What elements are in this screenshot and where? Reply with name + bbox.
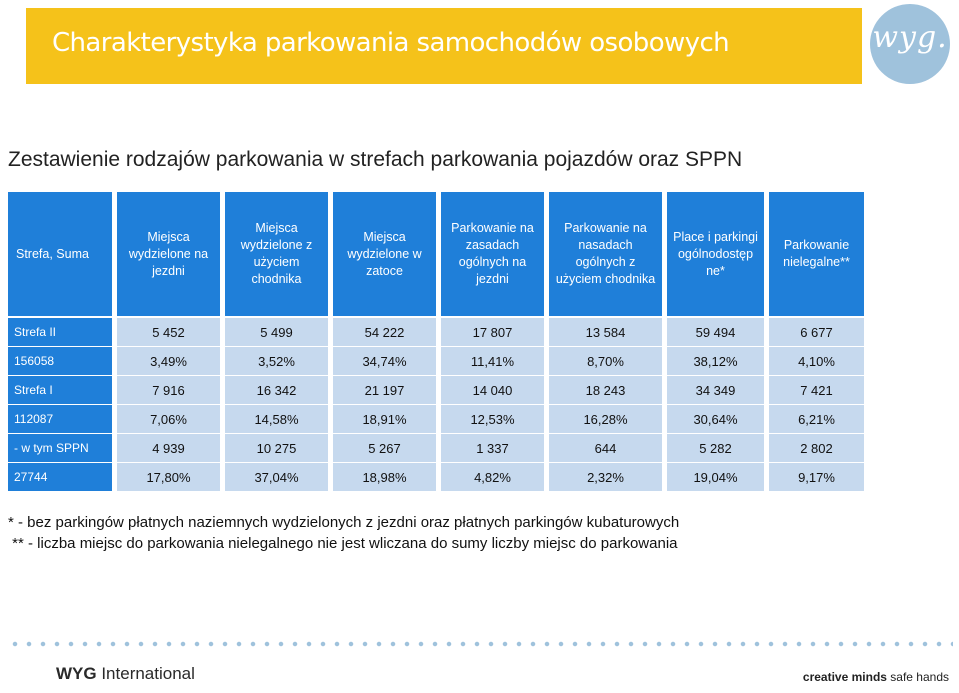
table-cell: 2,32% [549,463,662,491]
header-cell: Parkowanie na zasadach ogólnych na jezdni [441,192,544,316]
table-cell: 13 584 [549,318,662,346]
footnotes [8,512,679,554]
table-row [8,434,864,462]
table-cell: 5 267 [333,434,436,462]
row-label: 27744 [8,463,112,491]
table-cell: 19,04% [667,463,764,491]
table-cell: 11,41% [441,347,544,375]
header-cell: Strefa, Suma [8,192,112,316]
row-label: 112087 [8,405,112,433]
table-cell: 5 282 [667,434,764,462]
footer-company-bold: WYG [56,664,97,683]
table-cell: 9,17% [769,463,864,491]
table-cell: 16 342 [225,376,328,404]
table-cell: 18,91% [333,405,436,433]
table-header-row [8,192,864,316]
title-bar [26,8,862,84]
table-cell: 7,06% [117,405,220,433]
header-cell: Miejsca wydzielone na jezdni [117,192,220,316]
table-cell: 37,04% [225,463,328,491]
slide-title: Charakterystyka parkowania samochodów osobowych [52,28,730,58]
table-row [8,318,864,346]
table-row [8,463,864,491]
table-cell: 5 499 [225,318,328,346]
table-cell: 644 [549,434,662,462]
table-cell: 34 349 [667,376,764,404]
table-cell: 3,49% [117,347,220,375]
table-cell: 14,58% [225,405,328,433]
row-label: - w tym SPPN [8,434,112,462]
row-label: 156058 [8,347,112,375]
header-cell: Parkowanie nielegalne** [769,192,864,316]
header-cell: Miejsca wydzielone z użyciem chodnika [225,192,328,316]
footer-tagline [803,670,949,684]
table-cell: 59 494 [667,318,764,346]
table-cell: 10 275 [225,434,328,462]
table-row [8,376,864,404]
table-subtitle: Zestawienie rodzajów parkowania w strefach parkowania pojazdów oraz SPPN [8,148,743,171]
table-cell: 7 421 [769,376,864,404]
table-cell: 8,70% [549,347,662,375]
table-cell: 17,80% [117,463,220,491]
row-label: Strefa II [8,318,112,346]
footer-company [56,664,195,684]
table-cell: 7 916 [117,376,220,404]
table-cell: 18 243 [549,376,662,404]
table-cell: 38,12% [667,347,764,375]
footer-company-rest: International [96,664,195,683]
table-cell: 17 807 [441,318,544,346]
table-cell: 4,82% [441,463,544,491]
table-cell: 1 337 [441,434,544,462]
footnote-2: ** - liczba miejsc do parkowania nielegalnego nie jest wliczana do sumy liczby miejsc do parkowania [8,535,678,552]
table-cell: 4,10% [769,347,864,375]
table-row [8,405,864,433]
table-cell: 6 677 [769,318,864,346]
footer-tagline-rest: safe hands [886,670,949,684]
table-cell: 18,98% [333,463,436,491]
table-cell: 14 040 [441,376,544,404]
table-cell: 5 452 [117,318,220,346]
header-cell: Parkowanie na nasadach ogólnych z użyciem chodnika [549,192,662,316]
dotted-divider [8,641,953,647]
wyg-logo [870,4,950,84]
table-cell: 34,74% [333,347,436,375]
footnote-1: * - bez parkingów płatnych naziemnych wydzielonych z jezdni oraz płatnych parkingów kubaturowych [8,514,680,531]
header-cell: Place i parkingi ogólnodostęp ne* [667,192,764,316]
table-cell: 16,28% [549,405,662,433]
table-cell: 2 802 [769,434,864,462]
table-cell: 30,64% [667,405,764,433]
footer-tagline-bold: creative minds [802,670,887,684]
table-row [8,347,864,375]
table-cell: 3,52% [225,347,328,375]
table-cell: 12,53% [441,405,544,433]
header-cell: Miejsca wydzielone w zatoce [333,192,436,316]
table-cell: 21 197 [333,376,436,404]
row-label: Strefa I [8,376,112,404]
table-cell: 54 222 [333,318,436,346]
table-cell: 6,21% [769,405,864,433]
table-cell: 4 939 [117,434,220,462]
logo-text: wyg. [872,20,948,55]
